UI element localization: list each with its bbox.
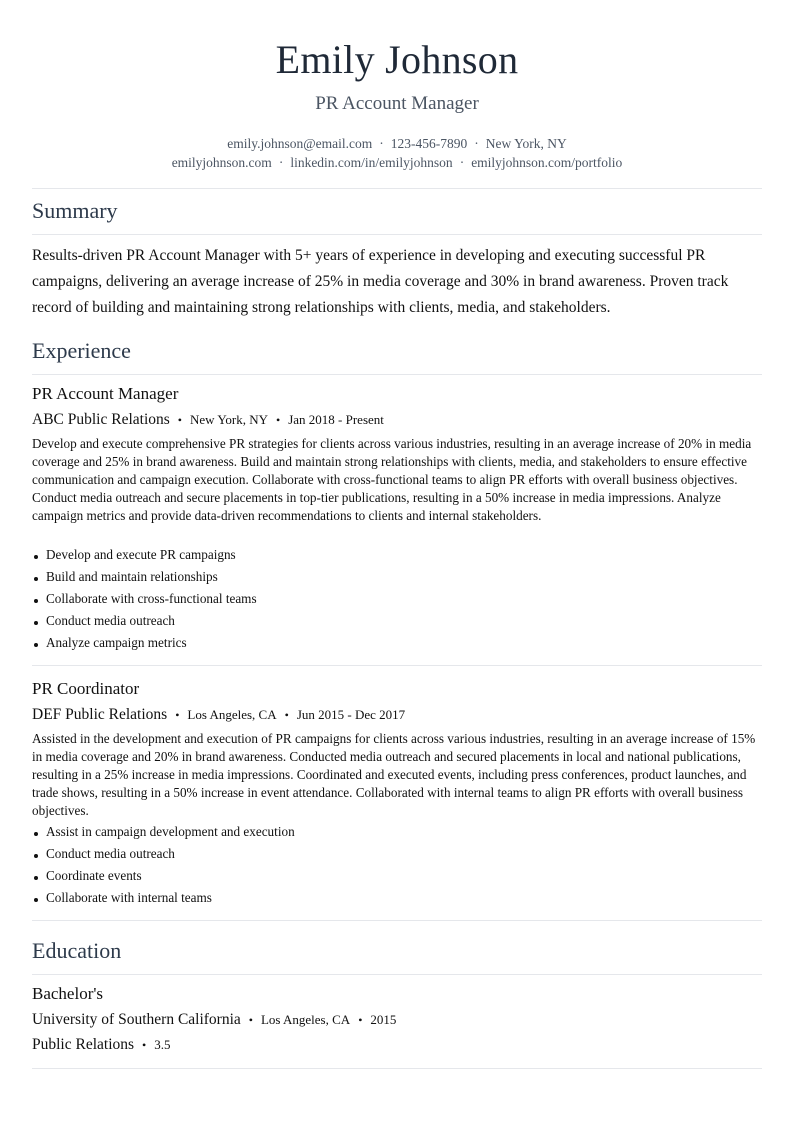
job-dates: Jan 2018 - Present [288,412,384,427]
job-meta [32,706,405,724]
contact-linkedin[interactable]: linkedin.com/in/emilyjohnson [290,155,453,170]
job-description: Assisted in the development and execution of PR campaigns for clients across various industries, resulting in an average increase of 15% in media coverage and 20% in brand awareness. Conducted media outreach and secured placements in local and national publications, resulting in a 25% increase in media impressions. Coordinated and executed events, including press conferences, product launches, and trade shows, resulting in a 50% increase in event attendance. Collaborated with internal teams to align PR efforts with overall business objectives. [32,731,756,818]
job-title: PR Coordinator [32,679,140,698]
list-item: Conduct media outreach [32,610,257,632]
bullet-dot: • [358,1013,363,1027]
experience-heading: Experience [32,338,131,363]
job-title: PR Account Manager [32,384,179,403]
summary-text: Results-driven PR Account Manager with 5+ years of experience in developing and executing successful PR campaigns, delivering an average increase of 25% in media coverage and 30% in brand awareness. Proven track record of building and maintaining strong relationships with clients, media, and stakeholders. [32,247,729,316]
contact-location: New York, NY [485,136,567,151]
bullet-dot: • [175,708,180,722]
contact-line-1 [32,136,762,152]
list-item: Assist in campaign development and execution [32,821,295,843]
job-meta [32,411,384,429]
list-item: Develop and execute PR campaigns [32,544,257,566]
graduation-year: 2015 [370,1012,397,1027]
list-item: Analyze campaign metrics [32,632,257,654]
field-of-study: Public Relations [32,1036,135,1053]
job-bullet-list [32,544,257,654]
divider [32,665,762,666]
job-bullet-list [32,821,295,909]
bullet-dot: • [284,708,289,722]
divider [32,1068,762,1069]
contact-portfolio[interactable]: emilyjohnson.com/portfolio [471,155,623,170]
separator: · [474,136,479,151]
bullet-dot: • [248,1013,253,1027]
contact-phone[interactable]: 123-456-7890 [390,136,468,151]
divider [32,188,762,189]
candidate-role: PR Account Manager [315,93,479,114]
job-company: DEF Public Relations [32,706,168,723]
education-heading: Education [32,938,122,963]
separator: · [459,155,465,170]
job-location: Los Angeles, CA [187,707,277,722]
school-name: University of Southern California [32,1011,241,1028]
bullet-dot: • [177,413,182,427]
candidate-name: Emily Johnson [275,37,519,82]
separator: · [379,136,384,151]
job-location: New York, NY [190,412,269,427]
gpa: 3.5 [154,1037,171,1052]
contact-website[interactable]: emilyjohnson.com [171,155,272,170]
job-description: Develop and execute comprehensive PR strategies for clients across various industries, resulting in an average increase of 20% in media coverage and 25% in brand awareness. Build and maintain strong relationships with clients, media, and stakeholders to ensure effective communication and campaign execution. Collaborate with cross-functional teams to align PR efforts with overall business objectives. Conduct media outreach and secure placements in top-tier publications, resulting in a 50% increase in media impressions. Analyze campaign metrics and provide data-driven recommendations to clients and internal stakeholders. [32,436,752,523]
list-item: Build and maintain relationships [32,566,257,588]
contact-line-2 [32,155,762,171]
job-company: ABC Public Relations [32,411,170,428]
bullet-dot: • [276,413,281,427]
separator: · [278,155,284,170]
list-item: Coordinate events [32,865,295,887]
job-dates: Jun 2015 - Dec 2017 [296,707,406,722]
education-field-meta [32,1036,171,1054]
list-item: Collaborate with internal teams [32,887,295,909]
divider [32,374,762,375]
degree-title: Bachelor's [32,984,104,1003]
list-item: Collaborate with cross-functional teams [32,588,257,610]
divider [32,974,762,975]
divider [32,234,762,235]
summary-heading: Summary [32,198,118,223]
bullet-dot: • [142,1038,147,1052]
divider [32,920,762,921]
education-meta [32,1011,396,1029]
school-location: Los Angeles, CA [260,1012,351,1027]
list-item: Conduct media outreach [32,843,295,865]
contact-email[interactable]: emily.johnson@email.com [227,136,373,151]
